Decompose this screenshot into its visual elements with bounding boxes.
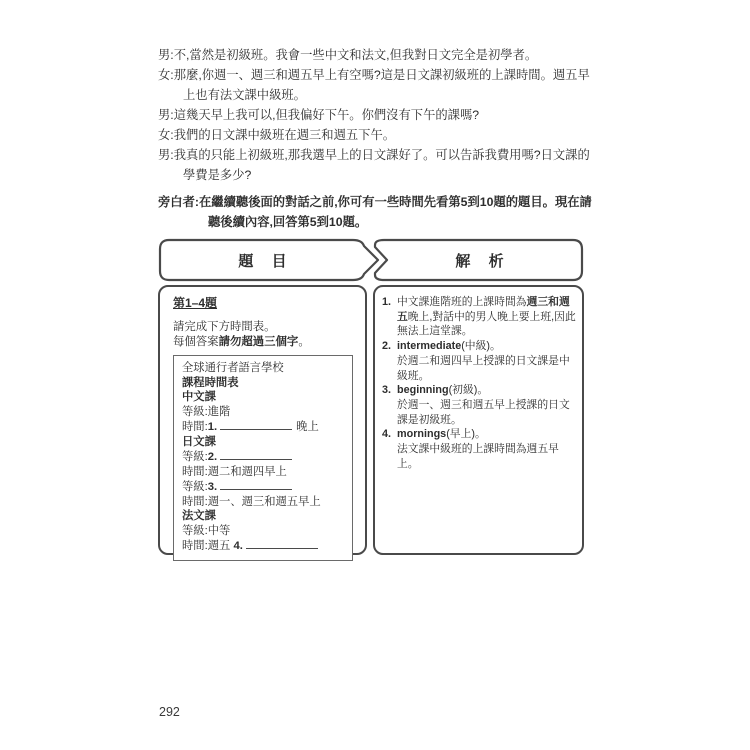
timetable-row: 等級:進階	[182, 405, 231, 418]
analysis-header-title: 解 析	[455, 252, 511, 270]
speaker-label: 男:	[158, 108, 174, 122]
timetable-row: 全球通行者語言學校	[182, 362, 284, 374]
analysis-panel	[373, 285, 584, 555]
answer-blank-2	[220, 449, 292, 460]
timetable-row: 時間:週二和週四早上	[182, 465, 287, 478]
analysis-item	[382, 427, 578, 471]
answer-blank-4	[246, 538, 318, 549]
dialogue-text: 那麼,你週一、週三和週五早上有空嗎?這是日文課初級班的上課時間。週五早上也有法文課中級班。	[173, 68, 590, 102]
analysis-item-number: 1.	[382, 296, 392, 308]
narrator-line	[158, 192, 596, 232]
timetable-row: 課程時間表	[182, 376, 239, 389]
dialogue-transcript	[158, 45, 596, 232]
speaker-label: 女:	[158, 68, 174, 82]
timetable-row: 等級:2.	[182, 449, 344, 465]
analysis-item	[382, 339, 578, 383]
analysis-item: 1. 中文課進階班的上課時間為週三和週五晚上,對話中的男人晚上要上班,因此無法上這堂課。	[382, 296, 576, 338]
dialogue-line	[158, 125, 596, 145]
analysis-detail: 於週二和週四早上授課的日文課是中級班。	[397, 354, 570, 382]
dialogue-line	[158, 145, 596, 185]
speaker-label: 男:	[158, 148, 174, 162]
course-timetable	[173, 355, 353, 561]
timetable-row: 日文課	[182, 435, 216, 448]
instruction-line: 每個答案請勿超過三個字。	[173, 335, 310, 348]
question-range-title: 第1–4題	[173, 296, 218, 310]
analysis-detail: 於週一、週三和週五早上授課的日文課是初級班。	[397, 398, 570, 426]
answer-blank-1	[220, 419, 292, 430]
speaker-label: 女:	[158, 128, 174, 142]
analysis-answer: mornings(早上)。	[397, 428, 486, 441]
timetable-row: 時間:1. 晚上	[182, 421, 319, 433]
analysis-item	[382, 383, 578, 427]
dialogue-line	[158, 65, 596, 105]
instruction-line: 請完成下方時間表。	[173, 321, 276, 333]
page-number: 292	[159, 705, 180, 719]
timetable-row: 法文課	[182, 510, 216, 522]
dialogue-line	[158, 105, 596, 125]
questions-panel	[158, 285, 367, 555]
timetable-row: 中文課	[182, 391, 216, 403]
dialogue-text: 我真的只能上初級班,那我選早上的日文課好了。可以告訴我費用嗎?日文課的學費是多少?	[173, 148, 590, 182]
analysis-answer: intermediate(中級)。	[397, 340, 501, 353]
dialogue-text: 這幾天早上我可以,但我偏好下午。你們沒有下午的課嗎?	[173, 108, 480, 122]
dialogue-text: 不,當然是初級班。我會一些中文和法文,但我對日文完全是初學者。	[173, 48, 538, 62]
analysis-detail: 法文課中級班的上課時間為週五早上。	[397, 443, 559, 470]
dialogue-line	[158, 45, 596, 65]
question-analysis-panels	[158, 238, 584, 555]
questions-header-title: 題 目	[238, 252, 294, 270]
timetable-row: 時間:週一、週三和週五早上	[182, 495, 321, 508]
narrator-text: 在繼續聽後面的對話之前,你可有一些時間先看第5到10題的題目。現在請聽後續內容,回答第5到10題。	[199, 195, 592, 229]
timetable-row: 等級:中等	[182, 524, 231, 537]
analysis-answer: beginning(初級)。	[397, 384, 489, 397]
dialogue-text: 我們的日文課中級班在週三和週五下午。	[173, 128, 396, 142]
analysis-item-number: 2.	[382, 340, 392, 353]
speaker-label: 旁白者:	[158, 195, 199, 209]
timetable-row: 等級:3.	[182, 479, 344, 495]
timetable-row: 時間:週五 4.	[182, 538, 344, 554]
analysis-item-number: 4.	[382, 428, 392, 441]
speaker-label: 男:	[158, 48, 174, 62]
answer-blank-3	[220, 479, 292, 490]
analysis-item-number: 3.	[382, 384, 392, 397]
